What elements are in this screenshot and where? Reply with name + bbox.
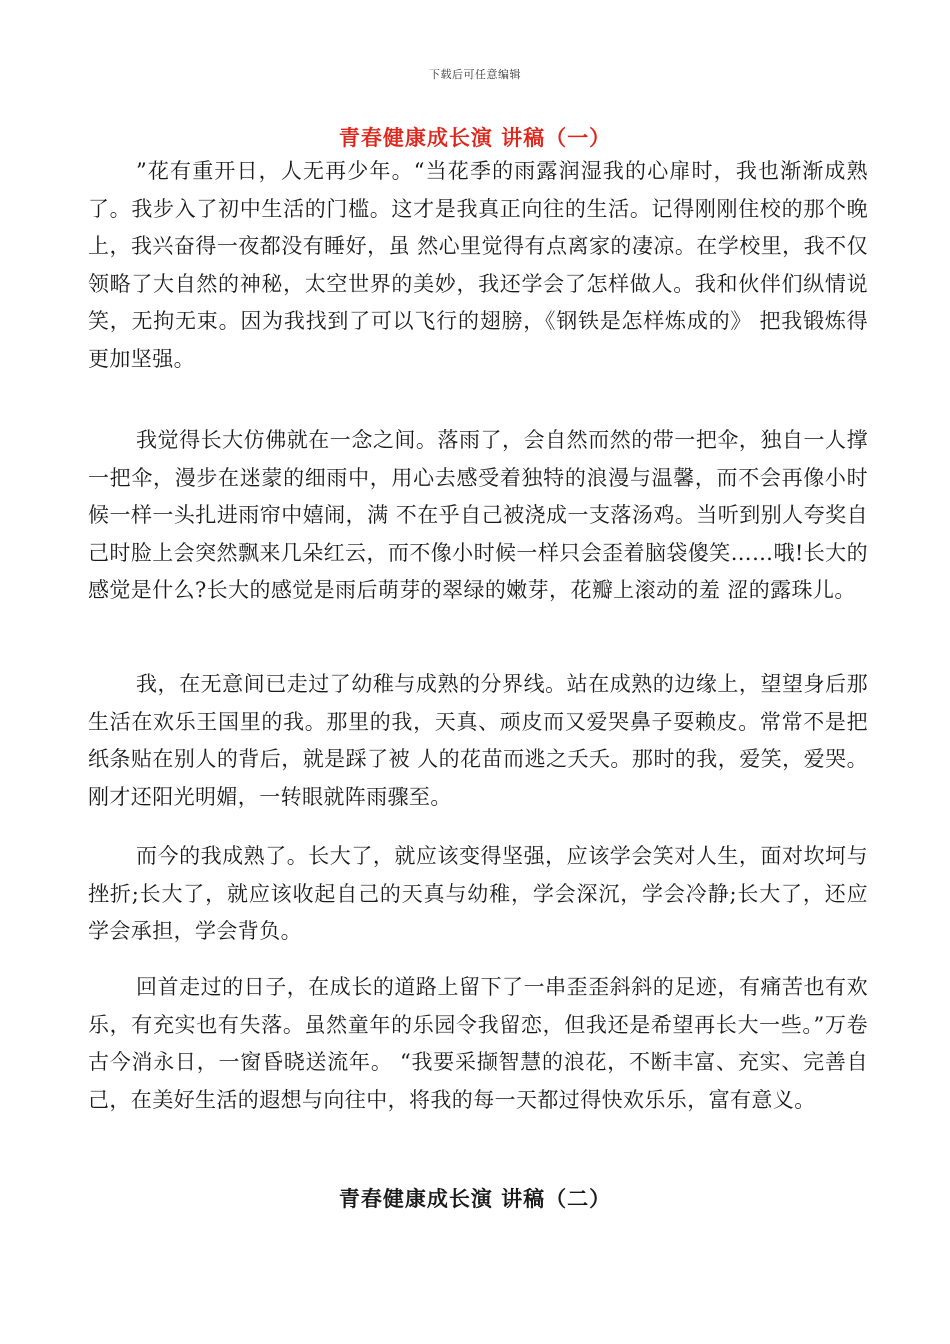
document-title-2: 青春健康成长演 讲稿（二） xyxy=(338,1186,612,1211)
paragraph-5: 回首走过的日子，在成长的道路上留下了一串歪歪斜斜的足迹，有痛苦也有欢乐，有充实也有失落。虽然童年的乐园令我留恋，但我还是希望再长大一些。”万卷古今消永日，一窗昏晓送流年。 “我要采撷智慧的浪花，不断丰富、充实、完善自己，在美好生活的遐想与向往中，将我的每一天都过得快欢乐乐，富有意义。 xyxy=(88,975,868,1112)
paragraph-1: ”花有重开日，人无再少年。“当花季的雨露润湿我的心扉时，我也渐渐成熟了。我步入了初中生活的门槛。这才是我真正向往的生活。记得刚刚住校的那个晚上，我兴奋得一夜都没有睡好，虽 然心里觉得有点离家的凄凉。在学校里，我不仅领略了大自然的神秘，太空世界的美妙，我还学会了怎样做人。我和伙伴们纵情说笑，无拘无束。因为我找到了可以飞行的翅膀，《钢铁是怎样炼成的》 把我锻炼得更加坚强。 xyxy=(88,159,868,371)
paragraph-4: 而今的我成熟了。长大了，就应该变得坚强，应该学会笑对人生，面对坎坷与挫折;长大了，就应该收起自己的天真与幼稚，学会深沉，学会冷静;长大了，还应学会承担，学会背负。 xyxy=(88,844,868,944)
paragraph-2: 我觉得长大仿佛就在一念之间。落雨了，会自然而然的带一把伞，独自一人撑一把伞，漫步在迷蒙的细雨中，用心去感受着独特的浪漫与温馨，而不会再像小时候一样一头扎进雨帘中嬉闹，满 不在乎自己被浇成一支落汤鸡。当听到别人夸奖自己时脸上会突然飘来几朵红云，而不像小时候一样只会歪着脑袋傻笑……哦!长大的感觉是什么?长大的感觉是雨后萌芽的翠绿的嫩芽，花瓣上滚动的羞 涩的露珠儿。 xyxy=(88,428,868,603)
document-title-1: 青春健康成长演 讲稿（一） xyxy=(338,125,612,150)
paragraph-3: 我，在无意间已走过了幼稚与成熟的分界线。站在成熟的边缘上，望望身后那生活在欢乐王国里的我。那里的我，天真、顽皮而又爱哭鼻子耍赖皮。常常不是把纸条贴在别人的背后，就是踩了被 人的花苗而逃之夭夭。那时的我，爱笑，爱哭。刚才还阳光明媚，一转眼就阵雨骤至。 xyxy=(88,672,868,809)
header-note: 下载后可任意编辑 xyxy=(429,68,521,81)
